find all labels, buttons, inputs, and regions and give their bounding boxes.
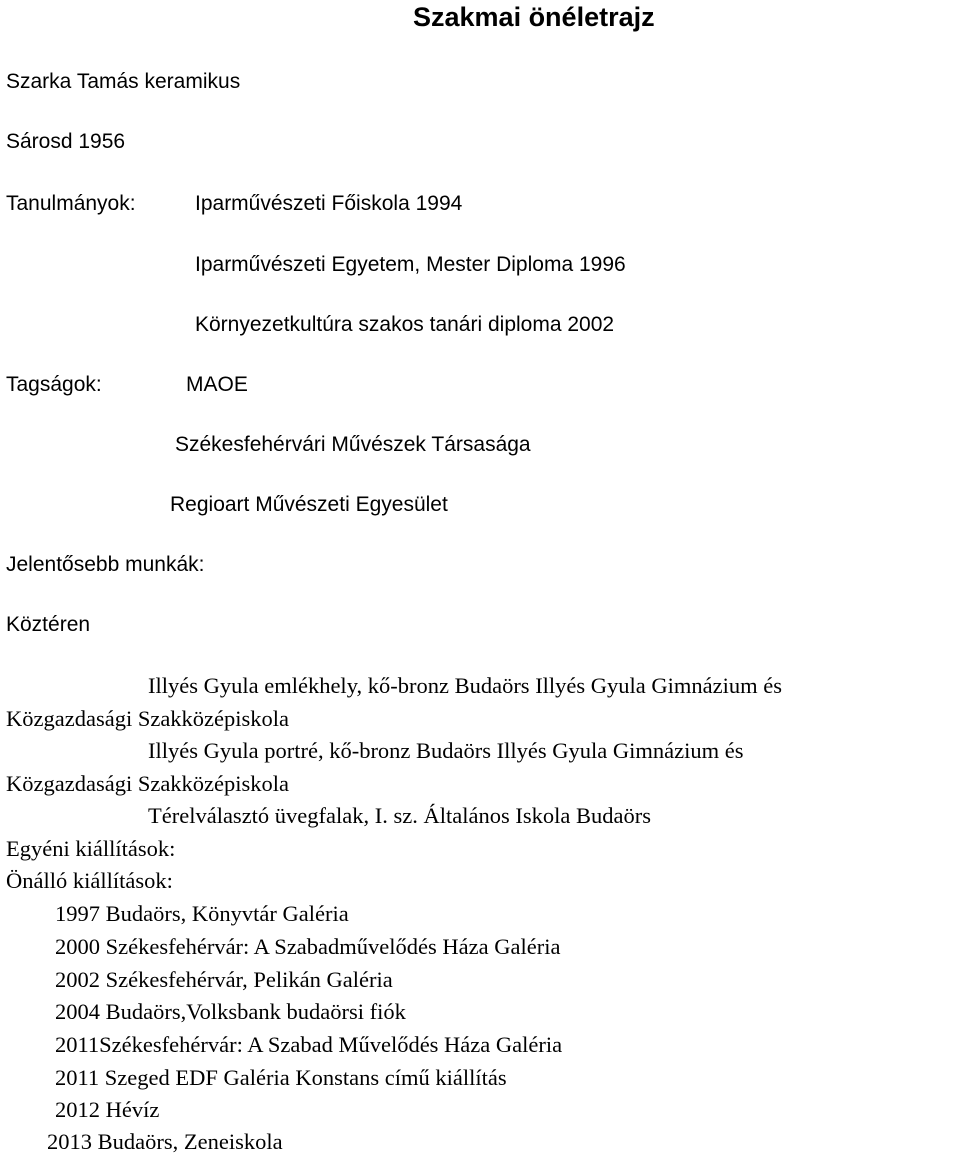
work-item-line: Közgazdasági Szakközépiskola: [6, 771, 290, 796]
exhibition-item: 2012 Hévíz: [55, 1097, 160, 1122]
work-item-line: Térelválasztó üvegfalak, I. sz. Általános Iskola Budaörs: [148, 803, 651, 828]
exhibition-item: 2000 Székesfehérvár: A Szabadművelődés Háza Galéria: [55, 934, 561, 959]
study-item: Iparművészeti Főiskola 1994: [195, 192, 463, 215]
memberships-label: Tagságok:: [6, 373, 102, 396]
independent-exhibitions-label: Önálló kiállítások:: [6, 868, 173, 893]
birth-info: Sárosd 1956: [6, 130, 126, 153]
exhibition-item: 2011 Szeged EDF Galéria Konstans című kiállítás: [55, 1065, 507, 1090]
public-works-label: Köztéren: [6, 613, 91, 636]
study-item: Iparművészeti Egyetem, Mester Diploma 1996: [195, 253, 626, 276]
membership-item: MAOE: [186, 373, 248, 396]
works-label: Jelentősebb munkák:: [6, 553, 205, 576]
exhibition-item: 1997 Budaörs, Könyvtár Galéria: [55, 901, 349, 926]
exhibition-item: 2002 Székesfehérvár, Pelikán Galéria: [55, 967, 393, 992]
solo-exhibitions-label: Egyéni kiállítások:: [6, 836, 176, 861]
study-item: Környezetkultúra szakos tanári diploma 2002: [195, 313, 615, 336]
exhibition-item: 2011Székesfehérvár: A Szabad Művelődés Háza Galéria: [55, 1032, 563, 1057]
work-item-line: Közgazdasági Szakközépiskola: [6, 706, 290, 731]
membership-item: Regioart Művészeti Egyesület: [170, 493, 448, 516]
membership-item: Székesfehérvári Művészek Társasága: [175, 433, 531, 456]
person-name: Szarka Tamás keramikus: [6, 70, 241, 93]
work-item-line: Illyés Gyula emlékhely, kő-bronz Budaörs Illyés Gyula Gimnázium és: [148, 673, 783, 698]
work-item-line: Illyés Gyula portré, kő-bronz Budaörs Illyés Gyula Gimnázium és: [148, 738, 744, 763]
exhibition-item: 2013 Budaörs, Zeneiskola: [47, 1129, 283, 1154]
exhibition-item: 2004 Budaörs,Volksbank budaörsi fiók: [55, 999, 406, 1024]
document-title: Szakmai önéletrajz: [413, 2, 655, 32]
studies-label: Tanulmányok:: [6, 192, 136, 215]
